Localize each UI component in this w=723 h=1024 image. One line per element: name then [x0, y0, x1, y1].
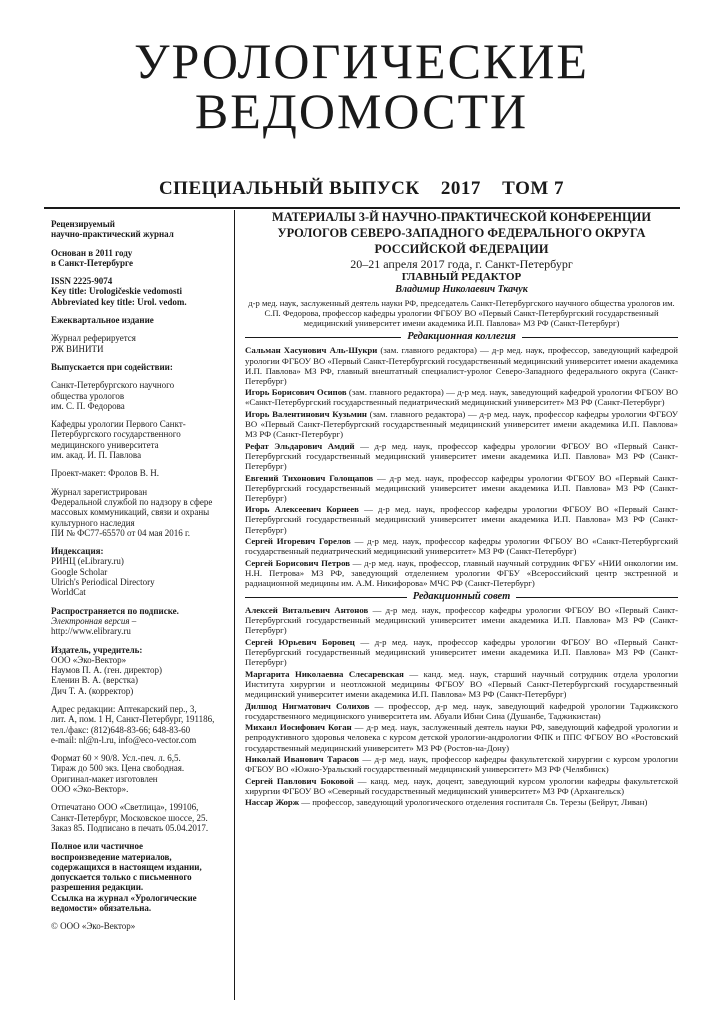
sidebar-line: Индексация: [51, 546, 104, 557]
member-name: Рефат Эльдарович Амдий [245, 440, 355, 451]
journal-title [0, 33, 723, 139]
council-member [245, 701, 678, 721]
council-heading [245, 592, 678, 602]
sidebar-line: разрешения редакции. [51, 882, 144, 893]
board-member [245, 558, 678, 588]
sidebar-group [51, 315, 227, 325]
column-divider [234, 210, 235, 1000]
sidebar-line: в Санкт-Петербурге [51, 257, 133, 268]
sidebar-line: Key title: Urologičeskie vedomosti [51, 286, 183, 297]
sidebar-line: Проект-макет: Фролов В. Н. [51, 468, 159, 479]
sidebar-line: ПИ № ФС77-65570 от 04 мая 2016 г. [51, 527, 190, 538]
member-description: — д-р мед. наук, профессор, главный научный сотрудник ФГБУ «НИИ онкологии им. Н.Н. Петрова» МЗ РФ, заведующий отделением урологии ФГБУ «Всероссийский центр экстренной и радиационной медицины им. А.М. Никифорова» МЧС РФ (Санкт-Петербург) [245, 557, 678, 588]
sidebar-line: им. С. П. Федорова [51, 400, 125, 411]
sidebar-line: e-mail: nl@n-l.ru, info@eco-vector.com [51, 734, 197, 745]
board-member [245, 441, 678, 471]
sidebar-group [51, 645, 227, 696]
board-member [245, 345, 678, 385]
member-description: (зам. главного редактора) — д-р мед. наук, профессор кафедры урологии ФГБОУ ВО «Первый Санкт-Петербургский государственный медицинский университет имени академика И.П. Павлова» МЗ РФ (Санкт-Петербург) [245, 408, 678, 440]
board-heading [245, 332, 678, 342]
board-member [245, 409, 678, 439]
member-description: — д-р мед. наук, профессор кафедры урологии ФГБОУ ВО «Санкт-Петербургский государственный педиатрический медицинский университет» МЗ РФ (Санкт-Петербург) [245, 536, 679, 557]
member-description: — д-р мед. наук, заслуженный деятель науки РФ, заведующий кафедрой урологии и репродуктивного здоровья человека с курсом детской урологии-андрологии ФПК и ППС ФГБОУ ВО «Ростовский государственный медицинский университет» МЗ РФ (Ростов-на-Дону) [245, 722, 678, 753]
editorial-column [245, 209, 678, 809]
sidebar-line: РИНЦ (eLibrary.ru) [51, 556, 124, 567]
sidebar-line: Адрес редакции: Аптекарский пер., 3, [51, 703, 197, 714]
member-name: Евгений Тихонович Голощапов [245, 472, 374, 483]
member-description: — профессор, д-р мед. наук, заведующий кафедрой урологии Таджикского государственного медицинского университета им. Абуали Ибни Сина (Душанбе, Таджикистан) [245, 700, 678, 721]
council-member [245, 797, 678, 807]
member-description: — д-р мед. наук, профессор кафедры факультетской хирургии с курсом урологии ФГБОУ ВО «Южно-Уральский государственный медицинский университет» МЗ РФ (Челябинск) [245, 754, 678, 775]
member-description: — д-р мед. наук, профессор кафедры урологии ФГБОУ ВО «Первый Санкт-Петербургский государственный медицинский университет имени академика И.П. Павлова» МЗ РФ (Санкт-Петербург) [245, 605, 678, 636]
sidebar-line: содержащихся в настоящем издании, [51, 861, 202, 872]
sidebar-group [51, 468, 227, 478]
sidebar-line: Федеральной службой по надзору в сфере [51, 496, 213, 507]
sidebar-line: им. акад. И. П. Павлова [51, 450, 142, 461]
member-description: — канд. мед. наук, старший научный сотрудник отдела урологии Института хирургии и неотложной медицины ФГБОУ ВО «Первый Санкт-Петербургский государственный медицинский университет имени академика И.П. Павлова» МЗ РФ (Санкт-Петербург) [245, 668, 678, 700]
sidebar-line: Дич Т. А. (корректор) [51, 685, 134, 696]
sidebar-line: Заказ 85. Подписано в печать 05.04.2017. [51, 822, 209, 833]
sidebar-line: © ООО «Эко-Вектор» [51, 921, 136, 932]
imprint-sidebar [51, 219, 227, 940]
council-heading-text: Редакционный совет [412, 591, 511, 603]
sidebar-group [51, 248, 227, 269]
sidebar-line: ведомости» обязательна. [51, 903, 152, 914]
sidebar-group [51, 419, 227, 460]
sidebar-line: Журнал реферируется [51, 333, 136, 344]
member-name: Михаил Иосифович Коган [245, 722, 352, 733]
council-member [245, 669, 678, 699]
member-name: Сергей Павлович Боковой [245, 775, 354, 786]
chief-editor-description: д-р мед. наук, заслуженный деятель науки РФ, председатель Санкт-Петербургского научного общества урологов им. С.П. Федорова, профессор кафедры урологии ФГБОУ ВО «Первый Санкт-Петербургский государственный медицинский университет имени академика И.П. Павлова» МЗ РФ (Санкт-Петербург) [248, 297, 675, 329]
sidebar-line: Ulrich's Periodical Directory [51, 577, 155, 588]
sidebar-line: Журнал зарегистрирован [51, 486, 148, 497]
member-name: Нассар Жорж [245, 797, 300, 808]
sidebar-line: общества урологов [51, 390, 125, 401]
sidebar-line: Распространяется по подписке. [51, 605, 179, 616]
sidebar-line: Петербургского государственного [51, 429, 181, 440]
sidebar-line: WorldCat [51, 587, 86, 598]
sidebar-line: массовых коммуникаций, связи и охраны [51, 507, 210, 518]
issue-line [0, 178, 723, 200]
council-member [245, 637, 678, 667]
sidebar-line: Санкт-Петербург, Московское шоссе, 25. [51, 812, 208, 823]
sidebar-line: РЖ ВИНИТИ [51, 343, 104, 354]
board-member [245, 387, 678, 407]
sidebar-line: Ежеквартальное издание [51, 315, 154, 326]
member-name: Сергей Игоревич Горелов [245, 536, 351, 547]
sidebar-group [51, 487, 227, 538]
conference-title-line: РОССИЙСКОЙ ФЕДЕРАЦИИ [374, 242, 549, 256]
sidebar-group [51, 219, 227, 240]
board-member [245, 536, 678, 556]
board-member [245, 504, 678, 534]
sidebar-line: Отпечатано ООО «Светлица», 199106, [51, 802, 199, 813]
sidebar-group [51, 333, 227, 354]
council-member [245, 776, 678, 796]
conference-title-line: УРОЛОГОВ СЕВЕРО-ЗАПАДНОГО ФЕДЕРАЛЬНОГО ОКРУГА [277, 226, 646, 240]
member-description: — д-р мед. наук, профессор кафедры урологии ФГБОУ ВО «Первый Санкт-Петербургский государственный медицинский университет имени академика И.П. Павлова» МЗ РФ (Санкт-Петербург) [245, 637, 678, 668]
sidebar-line: Кафедры урологии Первого Санкт- [51, 419, 186, 430]
council-member [245, 722, 678, 752]
sidebar-line: ООО «Эко-Вектор» [51, 654, 127, 665]
member-description: — д-р мед. наук, профессор кафедры урологии ФГБОУ ВО «Первый Санкт-Петербургский государственный медицинский университет имени академика И.П. Павлова» МЗ РФ (Санкт-Петербург) [245, 472, 678, 503]
sidebar-group [51, 606, 227, 637]
sidebar-group [51, 921, 227, 931]
chief-editor-name: Владимир Николаевич Ткачук [395, 284, 528, 296]
member-description: — канд. мед. наук, доцент, заведующий курсом урологии кафедры факультетской хирургии ФГБОУ ВО «Северный государственный медицинский университет» МЗ РФ (Архангельск) [245, 775, 679, 796]
member-name: Сергей Борисович Петров [245, 557, 350, 568]
member-description: — профессор, заведующий урологического отделения госпиталя Св. Терезы (Бейрут, Ливан) [299, 797, 648, 808]
journal-title-line-2: ВЕДОМОСТИ [194, 83, 529, 139]
sidebar-group [51, 276, 227, 307]
sidebar-line: Наумов П. А. (ген. директор) [51, 665, 162, 676]
council-member [245, 605, 678, 635]
sidebar-line: Санкт-Петербургского научного [51, 380, 175, 391]
conference-dateline: 20–21 апреля 2017 года, г. Санкт-Петербург [350, 257, 573, 271]
divider [245, 597, 407, 598]
sidebar-line: научно-практический журнал [51, 229, 174, 240]
sidebar-line: Электронная версия – [51, 615, 137, 626]
sidebar-line: Рецензируемый [51, 219, 115, 229]
council-list [245, 605, 678, 807]
member-name: Алексей Витальевич Антонов [245, 605, 369, 616]
member-name: Сальман Хасунович Аль-Шукри [245, 345, 378, 356]
sidebar-line: http://www.elibrary.ru [51, 626, 131, 637]
board-list [245, 345, 678, 588]
board-member [245, 473, 678, 503]
member-description: — д-р мед. наук, профессор кафедры урологии ФГБОУ ВО «Первый Санкт-Петербургский государственный медицинский университет имени академика И.П. Павлова» МЗ РФ (Санкт-Петербург) [245, 504, 679, 535]
sidebar-group [51, 704, 227, 745]
sidebar-line: медицинского университета [51, 439, 159, 450]
council-member [245, 754, 678, 774]
divider [516, 597, 678, 598]
member-name: Николай Иванович Тарасов [245, 754, 359, 765]
member-description: (зам. главного редактора) — д-р мед. наук, заведующий кафедрой урологии ФГБОУ ВО «Санкт-Петербургский государственный педиатрический медицинский университет» МЗ РФ (Санкт-Петербург) [245, 387, 678, 408]
sidebar-line: Тираж до 500 экз. Цена свободная. [51, 763, 185, 774]
sidebar-line: Полное или частичное [51, 841, 143, 852]
sidebar-line: Основан в 2011 году [51, 247, 133, 258]
journal-title-line-1: УРОЛОГИЧЕСКИЕ [134, 33, 589, 89]
sidebar-group [51, 802, 227, 833]
member-name: Игорь Алексеевич Корнеев [245, 504, 359, 515]
sidebar-line: Выпускается при содействии: [51, 361, 173, 372]
sidebar-line: Google Scholar [51, 566, 108, 577]
divider [245, 337, 401, 338]
sidebar-line: воспроизведение материалов, [51, 851, 172, 862]
member-name: Маргарита Николаевна Слесаревская [245, 668, 404, 679]
sidebar-line: тел./факс: (812)648-83-66; 648-83-60 [51, 724, 191, 735]
sidebar-group [51, 380, 227, 411]
sidebar-group [51, 753, 227, 794]
member-name: Игорь Борисович Осипов [245, 387, 347, 398]
sidebar-line: Формат 60 × 90/8. Усл.-печ. л. 6,5. [51, 753, 181, 764]
sidebar-line: Издатель, учредитель: [51, 644, 143, 655]
divider [522, 337, 678, 338]
sidebar-group [51, 546, 227, 597]
member-description: — д-р мед. наук, профессор кафедры урологии ФГБОУ ВО «Первый Санкт-Петербургский государственный медицинский университет имени академика И.П. Павлова» МЗ РФ (Санкт-Петербург) [245, 440, 679, 471]
issue-volume: ТОМ 7 [502, 178, 565, 199]
sidebar-line: культурного наследия [51, 517, 135, 528]
issue-label: СПЕЦИАЛЬНЫЙ ВЫПУСК [158, 178, 420, 199]
sidebar-line: ООО «Эко-Вектор». [51, 784, 129, 795]
conference-title-line: МАТЕРИАЛЫ 3-Й НАУЧНО-ПРАКТИЧЕСКОЙ КОНФЕРЕНЦИИ [272, 210, 651, 224]
sidebar-line: Оригинал-макет изготовлен [51, 773, 158, 784]
sidebar-group [51, 841, 227, 913]
sidebar-line: Еленин В. А. (верстка) [51, 675, 139, 686]
conference-title [245, 209, 678, 257]
sidebar-group [51, 362, 227, 372]
chief-editor-heading: ГЛАВНЫЙ РЕДАКТОР [401, 271, 522, 284]
member-name: Игорь Валентинович Кузьмин [245, 408, 367, 419]
issue-year: 2017 [440, 178, 481, 199]
board-heading-text: Редакционная коллегия [407, 331, 516, 343]
sidebar-line: Abbreviated key title: Urol. vedom. [51, 296, 187, 307]
member-description: (зам. главного редактора) — д-р мед. наук, профессор, заведующий кафедрой урологии ФГБОУ ВО «Первый Санкт-Петербургский государственный медицинский университет имени академика И.П. Павлова» МЗ РФ, главный внештатный специалист-уролог Северо-Западного федерального округа (Санкт-Петербург) [245, 345, 678, 386]
sidebar-line: допускается только с письменного [51, 872, 192, 883]
sidebar-line: Ссылка на журнал «Урологические [51, 892, 197, 903]
sidebar-line: лит. А, пом. 1 Н, Санкт-Петербург, 191186, [51, 714, 215, 725]
sidebar-line: ISSN 2225-9074 [51, 276, 113, 287]
member-name: Дилшод Нигматович Солихов [245, 700, 370, 711]
member-name: Сергей Юрьевич Боровец [245, 637, 355, 648]
